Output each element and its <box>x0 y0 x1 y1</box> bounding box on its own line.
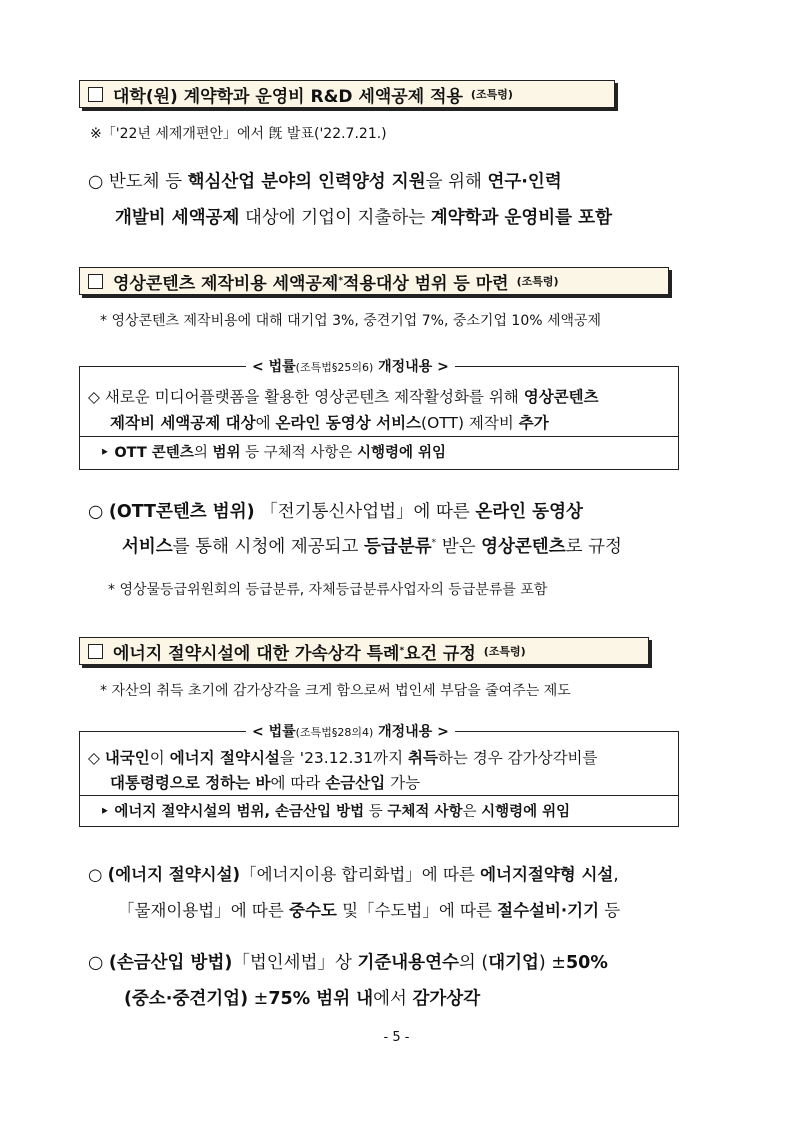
section-heading-rnd <box>79 80 615 108</box>
bullet-line: ○ (에너지 절약시설)「에너지이용 합리화법」에 따른 에너지절약형 시설, <box>88 865 619 884</box>
checkbox-square-icon <box>88 644 103 659</box>
section-tag: (조특령) <box>483 645 526 658</box>
law-box-title: < 법률(조특법§25의6) 개정내용 > <box>246 356 455 376</box>
checkbox-square-icon <box>88 274 103 289</box>
bullet-line: ○ 반도체 등 핵심산업 분야의 인력양성 지원을 위해 연구·인력 <box>88 172 562 192</box>
law-divider <box>80 795 678 796</box>
law-line: ‣ OTT 콘텐츠의 범위 등 구체적 사항은 시행령에 위임 <box>100 445 447 461</box>
note-line: * 영상콘텐츠 제작비용에 대해 대기업 3%, 중견기업 7%, 중소기업 10% 세액공제 <box>100 313 602 329</box>
law-line: ◇ 새로운 미디어플랫폼을 활용한 영상콘텐츠 제작활성화를 위해 영상콘텐츠 <box>88 388 599 406</box>
law-line: 대통령령으로 정하는 바에 따라 손금산입 가능 <box>110 774 421 792</box>
section-title: 영상콘텐츠 제작비용 세액공제 <box>113 273 339 294</box>
bullet-line: 서비스를 통해 시청에 제공되고 등급분류* 받은 영상콘텐츠로 규정 <box>122 537 622 557</box>
law-line: ‣ 에너지 절약시설의 범위, 손금산입 방법 등 구체적 사항은 시행령에 위임 <box>100 804 571 820</box>
law-line: 제작비 세액공제 대상에 온라인 동영상 서비스(OTT) 제작비 추가 <box>110 414 549 432</box>
section-tag: (조특령) <box>470 88 513 101</box>
bullet-line: ○ (OTT콘텐츠 범위) 「전기통신사업법」에 따른 온라인 동영상 <box>88 502 583 522</box>
section-heading-energy: 에너지 절약시설에 대한 가속상각 특례 * 요건 규정 (조특령) <box>79 637 649 665</box>
section-title: 에너지 절약시설에 대한 가속상각 특례 <box>113 643 400 664</box>
bullet-line: 「물재이용법」에 따른 중수도 및「수도법」에 따른 절수설비·기기 등 <box>118 901 621 920</box>
note-line: ※「'22년 세제개편안」에서 旣 발표('22.7.21.) <box>90 126 387 142</box>
bullet-line: 개발비 세액공제 대상에 기업이 지출하는 계약학과 운영비를 포함 <box>115 208 612 228</box>
section-heading-ott: 영상콘텐츠 제작비용 세액공제 * 적용대상 범위 등 마련 (조특령) <box>79 267 669 295</box>
bullet-line: ○ (손금산입 방법)「법인세법」상 기준내용연수의 (대기업) ±50% <box>88 953 608 973</box>
note-line: * 자산의 취득 초기에 감가상각을 크게 함으로써 법인세 부담을 줄여주는 제도 <box>100 683 571 699</box>
checkbox-square-icon <box>88 87 103 102</box>
law-line: ◇ 내국인이 에너지 절약시설을 '23.12.31까지 취득하는 경우 감가상각비를 <box>88 749 598 767</box>
section-tag: (조특령) <box>516 275 559 288</box>
note-line: * 영상물등급위원회의 등급분류, 자체등급분류사업자의 등급분류를 포함 <box>108 582 548 598</box>
law-box-title: < 법률(조특법§28의4) 개정내용 > <box>246 721 455 741</box>
page-number: - 5 - <box>383 1030 410 1045</box>
bullet-line: (중소·중견기업) ±75% 범위 내에서 감가상각 <box>124 989 481 1009</box>
section-title: 대학(원) 계약학과 운영비 R&D 세액공제 적용 <box>113 86 463 107</box>
law-divider <box>80 436 678 437</box>
